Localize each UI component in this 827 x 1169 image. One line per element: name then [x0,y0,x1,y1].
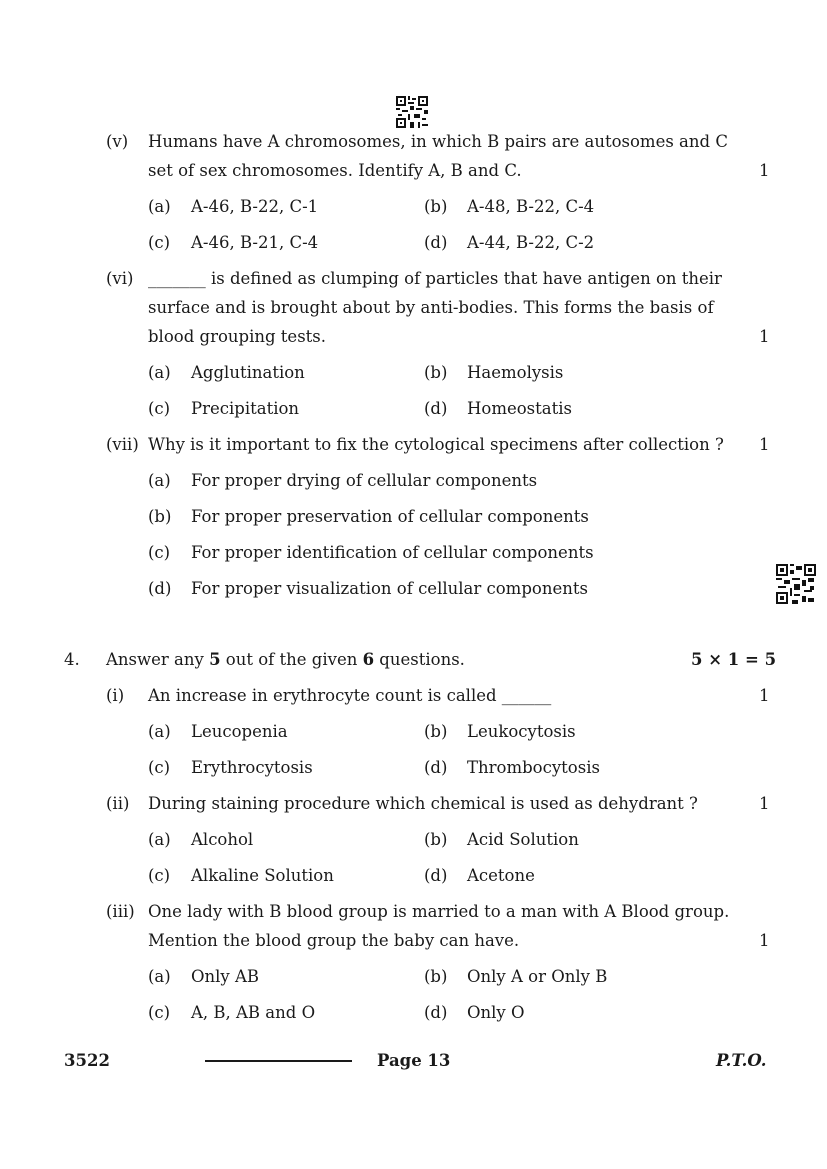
question-marks: 1 [759,327,770,346]
option-label: (d) [424,233,448,252]
option-label: (a) [148,197,171,216]
option-label: (c) [148,1003,171,1022]
question-marks: 1 [759,435,770,454]
option-text: For proper drying of cellular components [191,471,538,490]
option-label: (c) [148,866,171,885]
question-marks: 1 [759,686,770,705]
option-text: Only A or Only B [467,967,608,986]
option-text: Only O [467,1003,525,1022]
option-text: Agglutination [191,363,305,382]
instruction-text: Answer any [106,650,210,669]
instruction-text: questions. [374,650,465,669]
option-text: For proper visualization of cellular components [191,579,588,598]
option-text: Acid Solution [467,830,579,849]
option-text: Erythrocytosis [191,758,313,777]
option-label: (c) [148,758,171,777]
option-text: For proper identification of cellular components [191,543,594,562]
option-label: (a) [148,363,171,382]
question-marks: 1 [759,794,770,813]
footer-rule [205,1060,352,1062]
option-label: (c) [148,543,171,562]
question-text: One lady with B blood group is married to a man with A Blood group. [148,902,730,921]
question-number: 4. [64,650,80,669]
option-label: (b) [424,967,448,986]
option-text: Alkaline Solution [191,866,334,885]
question-text: _______ is defined as clumping of particles that have antigen on their [148,269,722,288]
option-label: (b) [424,830,448,849]
option-label: (d) [424,1003,448,1022]
option-label: (d) [424,399,448,418]
question-text: blood grouping tests. [148,327,327,346]
option-text: Precipitation [191,399,300,418]
question-number: (vii) [106,435,139,454]
option-label: (c) [148,399,171,418]
question-marks: 1 [759,161,770,180]
option-text: Acetone [467,866,535,885]
question-text: Mention the blood group the baby can have. [148,931,520,950]
option-text: Alcohol [191,830,254,849]
question-text: set of sex chromosomes. Identify A, B and C. [148,161,522,180]
question-text: An increase in erythrocyte count is called ______ [148,686,552,705]
option-text: Haemolysis [467,363,564,382]
qr-code-side [776,564,816,604]
qr-code-top [396,96,428,128]
option-label: (b) [424,722,448,741]
option-label: (b) [424,197,448,216]
option-text: For proper preservation of cellular components [191,507,589,526]
option-text: A-46, B-22, C-1 [191,197,319,216]
question-number: (ii) [106,794,130,813]
question-text: Why is it important to fix the cytological specimens after collection ? [148,435,724,454]
question-number: (i) [106,686,125,705]
option-text: A, B, AB and O [191,1003,316,1022]
instruction-count: 5 [209,650,221,669]
page-number: Page 13 [377,1051,451,1070]
pto-label: P.T.O. [716,1051,767,1070]
option-text: Homeostatis [467,399,572,418]
option-text: Leukocytosis [467,722,576,741]
option-label: (d) [424,866,448,885]
question-text: surface and is brought about by anti-bodies. This forms the basis of [148,298,714,317]
paper-code: 3522 [64,1051,110,1070]
question-text: During staining procedure which chemical is used as dehydrant ? [148,794,698,813]
question-text: Humans have A chromosomes, in which B pairs are autosomes and C [148,132,728,151]
option-label: (d) [424,758,448,777]
option-text: A-48, B-22, C-4 [467,197,595,216]
section-marks: 5 × 1 = 5 [691,650,777,669]
option-label: (b) [148,507,172,526]
instruction-text: out of the given [220,650,363,669]
question-number: (v) [106,132,129,151]
option-text: A-46, B-21, C-4 [191,233,319,252]
option-label: (a) [148,830,171,849]
option-label: (d) [148,579,172,598]
option-text: Only AB [191,967,260,986]
option-label: (b) [424,363,448,382]
option-label: (a) [148,471,171,490]
option-text: Thrombocytosis [467,758,600,777]
option-text: Leucopenia [191,722,288,741]
option-text: A-44, B-22, C-2 [467,233,595,252]
question-marks: 1 [759,931,770,950]
option-label: (a) [148,967,171,986]
question-number: (iii) [106,902,135,921]
question-number: (vi) [106,269,134,288]
instruction-count: 6 [362,650,375,669]
option-label: (a) [148,722,171,741]
question-instruction [106,650,465,670]
option-label: (c) [148,233,171,252]
